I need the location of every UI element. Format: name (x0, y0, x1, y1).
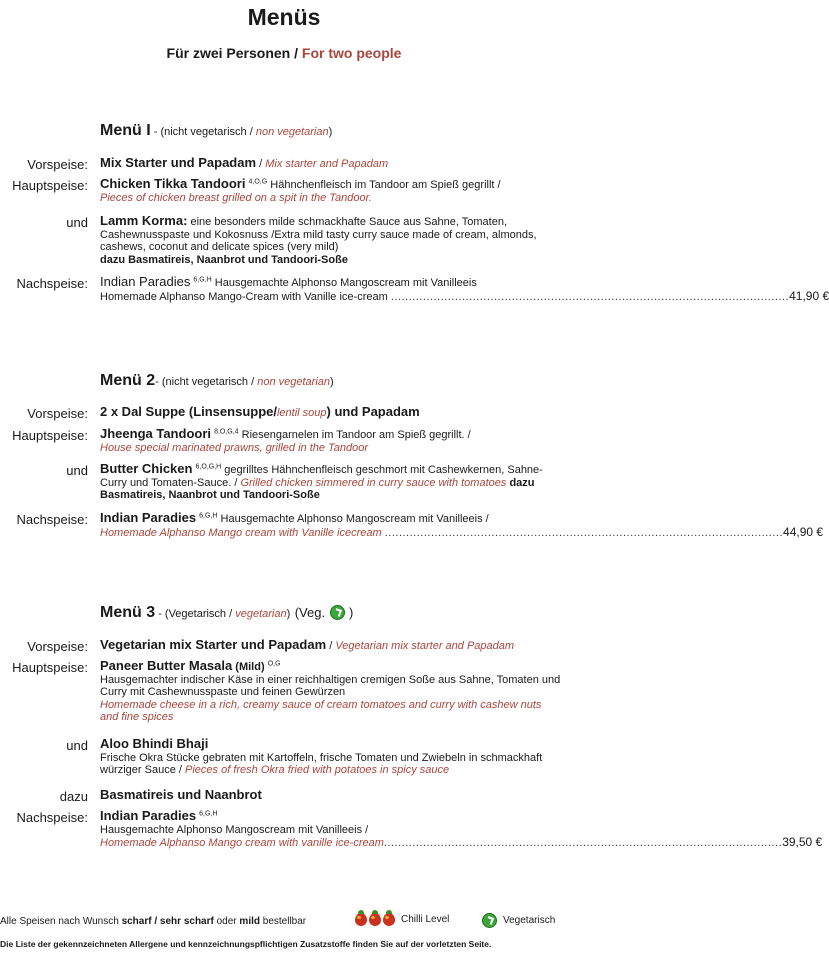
menu3-main-mild: (Mild) (235, 661, 265, 673)
spice-mild: mild (239, 916, 260, 927)
menu3-dessert-label: Nachspeise: (16, 810, 88, 825)
menu2-second-name: Butter Chicken (100, 461, 193, 476)
chilli-legend-label: Chilli Level (401, 914, 450, 925)
menu2-second-de: gegrilltes Hähnchenfleisch geschmort mit Cashewkernen, Sahne-Curry und Tomaten-Sauce. (100, 464, 543, 489)
menu3-note-suffix: ) (286, 608, 291, 620)
menu2-dessert-allergens: 6,G,H (199, 512, 218, 520)
menu3-main-allergens: O,G (267, 660, 281, 668)
menu1-starter-de: Mix Starter und Papadam (100, 155, 257, 170)
menu3-second-de: Frische Okra Stücke gebraten mit Kartoffeln, frische Tomaten und Zwiebeln in schmackhaft würziger Sauce / (100, 751, 543, 776)
menu2-dessert (100, 510, 824, 539)
menu1-second-name: Lamm Korma: (100, 213, 188, 228)
menu3-veg-text: (Veg. (294, 605, 326, 620)
veg-legend (482, 913, 555, 928)
chili-pepper-icon (383, 913, 395, 926)
menu3-dessert-de: Hausgemachte Alphonso Mangoscream mit Vanilleeis / (100, 823, 369, 836)
menu2-second-allergens: 6,O,G,H (195, 463, 222, 471)
page-title: Menüs (247, 4, 321, 30)
subtitle-de: Für zwei Personen (166, 45, 291, 61)
menu3-main (100, 660, 562, 724)
menu2-dessert-en: Homemade Alphanso Mango cream with Vanille icecream (100, 526, 382, 539)
veg-legend-label: Vegetarisch (503, 915, 556, 926)
subtitle-sep: / (294, 45, 299, 61)
menu3-sides-text: Basmatireis und Naanbrot (100, 787, 262, 802)
menu1-dessert (100, 274, 829, 303)
menu3-note-prefix: - (Vegetarisch / (155, 608, 236, 620)
subtitle-en: For two people (301, 45, 402, 61)
spice-very-hot: sehr scharf (159, 916, 214, 927)
menu2-second-en: Grilled chicken simmered in curry sauce with tomatoes (240, 476, 507, 489)
menu3-starter-de: Vegetarian mix Starter und Papadam (100, 637, 327, 652)
menu2-starter (100, 406, 562, 420)
menu3-second-en: Pieces of fresh Okra fried with potatoes in spicy sauce (185, 764, 450, 776)
menu3-heading (100, 604, 353, 622)
menu3-dessert-allergens: 6,G,H (199, 810, 218, 818)
menu2-note-en: non vegetarian (257, 376, 330, 388)
menu2-sides: dazu Basmatireis, Naanbrot und Tandoori-Soße (100, 476, 535, 501)
menu1-main-de: Hähnchenfleisch im Tandoor am Spieß gegrillt / (270, 179, 501, 191)
menu2-heading (100, 372, 334, 390)
menu1-dessert-de: Hausgemachte Alphonso Mangoscream mit Vanilleeis (214, 277, 477, 289)
menu1-price-line (100, 288, 829, 304)
menu3-price-line (100, 835, 823, 850)
menu1-main-name: Chicken Tikka Tandoori (100, 176, 246, 191)
menu1-dessert-label: Nachspeise: (16, 276, 88, 291)
menu1-starter-label: Vorspeise: (27, 157, 88, 172)
menu2-and-label: und (66, 463, 88, 478)
spice-sep: / (151, 916, 160, 927)
menu1-starter-en: Mix starter and Papadam (265, 158, 389, 170)
menu1-dessert-allergens: 6,G,H (193, 276, 212, 284)
menu2-price-line (100, 524, 824, 540)
menu2-note-prefix: - (nicht vegetarisch / (155, 376, 258, 388)
menu3-starter (100, 639, 562, 653)
spice-note (0, 916, 306, 927)
menu2-price: 44,90 € (783, 524, 824, 539)
menu3-name: Menü 3 (100, 604, 156, 621)
menu1-price-leader: ................................................................................................................ (390, 290, 790, 303)
menu2-note-suffix: ) (330, 376, 334, 388)
menu3-note (155, 608, 290, 620)
menu3-sides-label: dazu (59, 789, 88, 804)
menu2-main-name: Jheenga Tandoori (100, 426, 211, 441)
menu3-veg-close: ) (348, 605, 354, 620)
menu1-main (100, 178, 562, 204)
menu2-main-en: House special marinated prawns, grilled in the Tandoor (100, 441, 369, 454)
chili-pepper-icon (369, 913, 381, 926)
menu2-price-leader: ................................................................................................................ (384, 526, 784, 539)
menu3-second (100, 738, 562, 777)
menu1-note-suffix: ) (328, 126, 333, 138)
menu1-name: Menü I (100, 122, 151, 139)
menu3-dessert-en: Homemade Alphanso Mango cream with vanille ice-cream (100, 837, 384, 849)
menu1-price: 41,90 € (789, 288, 829, 303)
chilli-legend (355, 913, 449, 926)
menu1-main-en: Pieces of chicken breast grilled on a spit in the Tandoor. (100, 191, 372, 204)
menu1-dessert-name: Indian Paradies (100, 274, 191, 289)
menu2-dessert-label: Nachspeise: (16, 512, 88, 527)
menu3-main-label: Hauptspeise: (12, 660, 88, 675)
allergen-note: Die Liste der gekennzeichneten Allergene und kennzeichnungspflichtigen Zusatzstoffe finden Sie auf der vorletzten Seite. (0, 939, 492, 949)
vegetarian-icon (482, 913, 497, 928)
menu1-note-prefix: - (nicht vegetarisch / (150, 126, 256, 138)
menu2-name: Menü 2 (100, 372, 156, 389)
menu3-starter-label: Vorspeise: (27, 639, 88, 654)
menu2-main (100, 428, 562, 454)
menu3-second-name: Aloo Bhindi Bhaji (100, 736, 209, 751)
menu1-starter (100, 157, 562, 171)
menu2-starter-label: Vorspeise: (27, 406, 88, 421)
page-subtitle (0, 45, 568, 61)
menu1-starter-sep: / (256, 158, 266, 170)
menu3-note-en: vegetarian (235, 608, 287, 620)
spice-hot: scharf (121, 916, 152, 927)
menu1-second (100, 215, 562, 266)
menu3-and-label: und (66, 738, 88, 753)
menu1-heading (100, 122, 332, 140)
menu2-starter-b: ) und Papadam (326, 404, 420, 419)
spice-or: oder (213, 916, 240, 927)
menu1-sides: dazu Basmatireis, Naanbrot und Tandoori-Soße (100, 253, 348, 266)
vegetarian-icon (330, 605, 345, 620)
menu1-and-label: und (66, 215, 88, 230)
menu3-price-leader: ................................................................................................................ (383, 837, 783, 849)
menu3-main-en: Homemade cheese in a rich, creamy sauce of cream tomatoes and curry with cashew nuts and fine spices (100, 698, 542, 723)
menu2-main-label: Hauptspeise: (12, 428, 88, 443)
menu3-dessert (100, 808, 823, 850)
menu3-starter-sep: / (326, 640, 336, 652)
menu2-dessert-de: Hausgemachte Alphonso Mangoscream mit Vanilleeis / (220, 513, 489, 525)
menu3-main-name: Paneer Butter Masala (100, 658, 233, 673)
menu2-main-allergens: 8,O,G,4 (214, 428, 239, 436)
menu1-main-allergens: 4,O,G (248, 178, 268, 186)
menu1-main-label: Hauptspeise: (12, 178, 88, 193)
spice-prefix: Alle Speisen nach Wunsch (0, 916, 122, 927)
menu2-note (155, 376, 334, 388)
menu3-price: 39,50 € (782, 835, 823, 849)
menu3-starter-en: Vegetarian mix starter and Papadam (335, 640, 515, 652)
menu2-main-de: Riesengarnelen im Tandoor am Spieß gegrillt. / (241, 429, 471, 441)
menu2-starter-en: lentil soup (276, 407, 327, 419)
menu3-sides (100, 789, 562, 803)
menu1-note (151, 126, 333, 138)
menu3-dessert-name: Indian Paradies (100, 808, 197, 823)
menu3-main-de: Hausgemachter indischer Käse in einer reichhaltigen cremigen Soße aus Sahne, Tomaten und Curry mit Cashewnusspaste und feinen Gewürzen (100, 673, 561, 698)
chili-pepper-icon (355, 913, 367, 926)
menu2-starter-a: 2 x Dal Suppe (Linsensuppe/ (100, 404, 277, 419)
menu2-second: Butter Chicken $^{6,O,G,H}$ gegrilltes Hähnchenfleisch geschmort mit Cashewkernen, Sahne-Curry und Tomaten-Sauce. / Grilled chicken simmered in curry sauce with tomatoes dazu Basmatireis, Naanbrot und Tandoori-Soße (100, 461, 543, 501)
menu1-second-desc: eine besonders milde schmackhafte Sauce aus Sahne, Tomaten, Cashewnusspaste und Kokosnuss /Extra mild tasty curry sauce made of cream, almonds, cashews, coconut and delicate spices (very mild) (100, 216, 537, 253)
menu2-dessert-name: Indian Paradies (100, 510, 197, 525)
menu1-dessert-en: Homemade Alphanso Mango-Cream with Vanille ice-cream (100, 290, 388, 303)
spice-suffix: bestellbar (259, 916, 307, 927)
menu1-note-en: non vegetarian (255, 126, 329, 138)
